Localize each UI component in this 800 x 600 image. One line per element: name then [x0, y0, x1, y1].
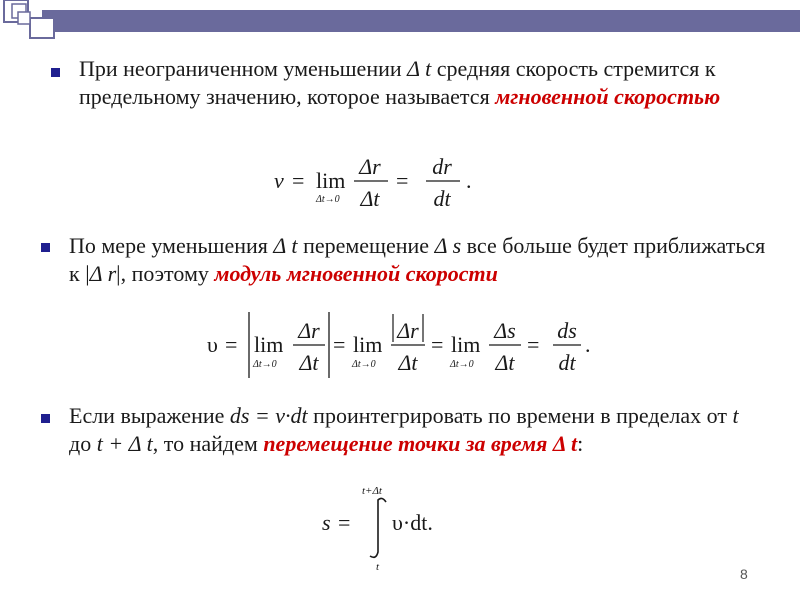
paragraph-3 — [69, 402, 749, 458]
fraction-1-numerator: Δr — [359, 154, 381, 179]
bullet-3 — [41, 414, 50, 423]
fraction-2-numerator: Δr — [397, 318, 419, 343]
lim-subscript: Δt→0 — [253, 359, 277, 370]
paragraph-2-text-d: |, поэтому — [116, 261, 215, 286]
fraction-1-denominator: Δt — [360, 186, 380, 211]
lim-operator: lim — [451, 332, 481, 357]
symbol-s: s — [322, 510, 331, 535]
fraction-4-numerator: ds — [557, 318, 577, 343]
formula-velocity-modulus — [205, 306, 595, 386]
bullet-2 — [41, 243, 50, 252]
paragraph-2 — [69, 232, 769, 288]
lim-subscript: Δt→0 — [316, 194, 340, 205]
paragraph-3-text-b: проинтегрировать по времени в пределах от — [307, 403, 733, 428]
paragraph-3-var-1: t — [732, 403, 739, 428]
paragraph-1-text-b: средняя скорость стремится к предельному значению, которое называется — [79, 56, 716, 109]
symbol-v: v — [274, 168, 284, 193]
header-decoration — [0, 0, 800, 42]
fraction-3-numerator: Δs — [494, 318, 516, 343]
deco-square — [18, 12, 30, 24]
symbol-upsilon: υ — [207, 332, 218, 357]
fraction-3-denominator: Δt — [495, 350, 515, 375]
formula-displacement-integral — [318, 480, 468, 572]
lim-operator: lim — [254, 332, 284, 357]
fraction-2-denominator: Δt — [398, 350, 418, 375]
bullet-1 — [51, 68, 60, 77]
slide-number: 8 — [740, 566, 748, 582]
deco-square — [30, 18, 54, 38]
lim-subscript: Δt→0 — [450, 359, 474, 370]
fraction-2-denominator: dt — [433, 186, 451, 211]
lim-operator: lim — [353, 332, 383, 357]
paragraph-2-text-b: перемещение — [297, 233, 435, 258]
header-bar — [42, 10, 800, 32]
lim-operator: lim — [316, 168, 346, 193]
integral-sign — [370, 498, 386, 557]
formula-instant-velocity — [270, 148, 490, 214]
fraction-2-numerator: dr — [432, 154, 452, 179]
paragraph-1-highlight: мгновенной скоростью — [495, 84, 721, 109]
paragraph-3-text-c: до — [69, 431, 97, 456]
formula-period: . — [585, 332, 591, 357]
paragraph-2-highlight: модуль мгновенной скорости — [214, 261, 498, 286]
fraction-4-denominator: dt — [558, 350, 576, 375]
paragraph-1 — [79, 55, 739, 111]
equals-sign: = — [396, 168, 409, 193]
paragraph-3-highlight: перемещение точки за время Δ t — [263, 431, 578, 456]
integrand: υ·dt. — [392, 510, 433, 535]
equals-sign: = — [527, 332, 540, 357]
equals-sign: = — [333, 332, 346, 357]
paragraph-3-expr: ds = v·dt — [229, 403, 308, 428]
integral-upper-limit: t+Δt — [362, 485, 382, 497]
paragraph-3-var-2: t + Δ t — [96, 431, 153, 456]
paragraph-1-var: Δ t — [407, 56, 432, 81]
equals-sign: = — [225, 332, 238, 357]
equals-sign: = — [431, 332, 444, 357]
fraction-1-denominator: Δt — [299, 350, 319, 375]
lim-subscript: Δt→0 — [352, 359, 376, 370]
paragraph-2-var-1: Δ t — [273, 233, 298, 258]
equals-sign: = — [292, 168, 305, 193]
paragraph-3-text-d: , то найдем — [152, 431, 264, 456]
paragraph-2-var-2: Δ s — [434, 233, 462, 258]
paragraph-2-var-3: Δ r — [89, 261, 117, 286]
paragraph-2-text-a: По мере уменьшения — [69, 233, 274, 258]
integral-lower-limit: t — [376, 561, 380, 573]
paragraph-3-text-a: Если выражение — [69, 403, 230, 428]
equals-sign: = — [338, 510, 351, 535]
paragraph-3-end: : — [577, 431, 584, 456]
formula-period: . — [466, 168, 472, 193]
paragraph-2-text-c: все больше будет приближаться к | — [69, 233, 766, 286]
paragraph-1-text-a: При неограниченном уменьшении — [79, 56, 408, 81]
fraction-1-numerator: Δr — [298, 318, 320, 343]
